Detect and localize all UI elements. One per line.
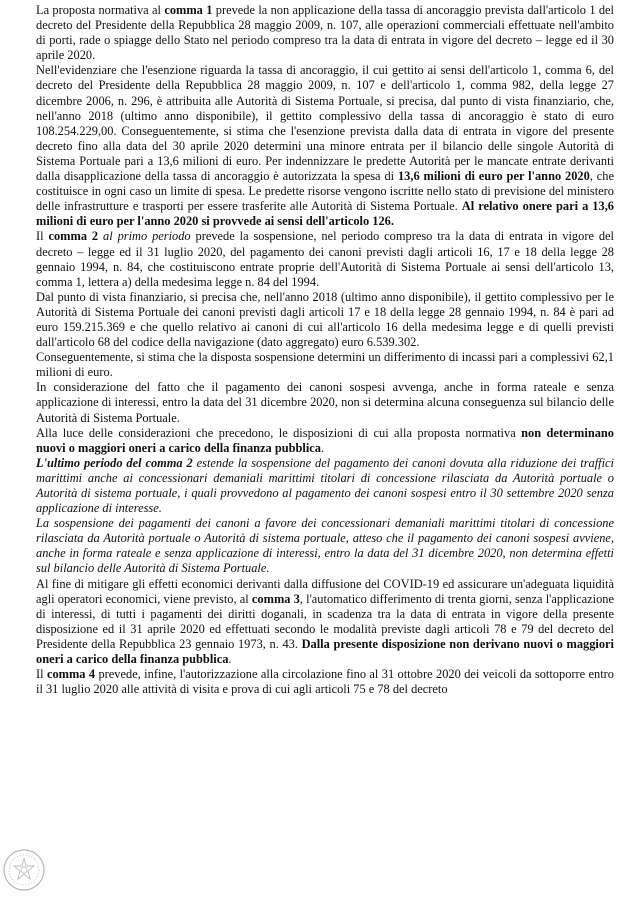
- text-run: estende la sospensione del pagamento dei canoni dovuta alla riduzione dei traffici marittimi anche ai concessionari demaniali marittimi titolari di concessione rilasciata da Autorità portuale o Autorità di sistema portuale, i quali provvedono al pagamento dei canoni sospesi entro il 30 settembre 2020 senza applicazione di interesse.: [36, 455, 614, 516]
- text-run: .: [321, 440, 325, 455]
- paragraph-9: [36, 516, 614, 576]
- paragraph-8: [36, 456, 614, 516]
- text-run: Al relativo onere pari a 13,6 milioni di euro per l'anno 2020 si provvede ai sensi dell'articolo 126.: [36, 199, 614, 229]
- text-run: non determinano nuovi o maggiori oneri a carico della finanza pubblica: [36, 425, 614, 455]
- text-run: .: [228, 652, 232, 667]
- text-run: prevede la sospensione, nel periodo compreso tra la data di entrata in vigore del decreto – legge ed il 31 luglio 2020, del pagamento dei canoni previsti dagli articoli 16, 17 e 18 della legge 28 gennaio 1994, n. 84, che costituiscono entrate proprie dell'Autorità di Sistema Portuale ai sensi dell'articolo 13, comma 1, lettera a) della medesima legge n. 84 del 1994.: [36, 229, 614, 289]
- text-run: comma 1: [164, 3, 213, 17]
- text-run: comma 3: [251, 591, 300, 606]
- text-run: , che costituisce in ogni caso un limite di spesa. Le predette risorse vengono iscritte nello stato di previsione del ministero delle infrastrutture e trasporti per essere trasferite alle Autorità di Sistema Portuale.: [36, 169, 615, 214]
- text-run: al primo periodo: [103, 229, 191, 244]
- text-run: prevede la non applicazione della tassa di ancoraggio prevista dall'articolo 1 del decreto del Presidente della Repubblica 28 maggio 2009, n. 107, alle operazioni commerciali effettuate nell'ambito di porti, rade o spiagge dello Stato nel periodo compreso tra la data di entrata in vigore del decreto – legge ed il 30 aprile 2020.: [36, 3, 615, 63]
- text-run: La sospensione dei pagamenti dei canoni a favore dei concessionari demaniali marittimi titolari di concessione rilasciata da Autorità portuale o Autorità di sistema portuale, atteso che il pagamento dei canoni sospesi avviene, anche in forma rateale e senza applicazione di interessi, entro la data del 31 dicembre 2020, non determina effetti sul bilancio delle Autorità di Sistema Portuale.: [36, 516, 614, 576]
- text-run: comma 4: [46, 667, 96, 682]
- text-run: Alla luce delle considerazioni che precedono, le disposizioni di cui alla proposta normativa: [36, 425, 522, 440]
- text-run: , l'automatico differimento di trenta giorni, senza l'applicazione di interessi, di tutti i pagamenti dei diritti doganali, in scadenza tra la data di entrata in vigore della presente disposizione ed il 31 aprile 2020 ed effettuati secondo le modalità previste dagli articoli 78 e 79 del decreto del Presidente della Repubblica 23 gennaio 1973, n. 43.: [36, 591, 615, 651]
- text-run: prevede, infine, l'autorizzazione alla circolazione fino al 31 ottobre 2020 dei veicoli da sottoporre entro il 31 luglio 2020 alle attività di visita e prova di cui agli articoli 75 e 78 del decreto: [36, 667, 614, 697]
- paragraph-10: [36, 577, 614, 668]
- document-body: [36, 3, 614, 697]
- paragraph-11: [36, 667, 614, 697]
- text-run: Conseguentemente, si stima che la disposta sospensione determini un differimento di incassi pari a complessivi 62,1 milioni di euro.: [36, 350, 614, 380]
- paragraph-3: [36, 229, 614, 289]
- paragraph-7: [36, 426, 614, 456]
- paragraph-5: [36, 350, 614, 380]
- text-run: In considerazione del fatto che il pagamento dei canoni sospesi avvenga, anche in forma rateale e senza applicazione di interessi, entro la data del 31 dicembre 2020, non si determina alcuna conseguenza sul bilancio delle Autorità di Sistema Portuale.: [36, 380, 614, 425]
- text-run: comma 2: [48, 229, 99, 244]
- text-run: Nell'evidenziare che l'esenzione riguarda la tassa di ancoraggio, il cui gettito ai sensi dell'articolo 1, comma 6, del decreto del Presidente della Repubblica 28 maggio 2009, n. 107 e dell'articolo 1, comma 982, della legge 27 dicembre 2006, n. 296, è attribuita alle Autorità di Sistema Portuale, si precisa, dal punto di vista finanziario, che, nell'anno 2018 (ultimo anno disponibile), il gettito complessivo della tassa di ancoraggio è stato di euro 108.254.229,00. Conseguentemente, si stima che l'esenzione prevista dalla data di entrata in vigore del presente decreto fino alla data del 30 aprile 2020 determini una minore entrata per il bilancio delle singole Autorità di Sistema Portuale pari a 13,6 milioni di euro. Per indennizzare le predette Autorità per le mancate entrate derivanti dalla disapplicazione della tassa di ancoraggio è autorizzata la spesa di: [36, 63, 614, 184]
- official-seal-icon: [2, 848, 46, 892]
- text-run: L'ultimo periodo del comma 2: [36, 455, 193, 470]
- text-run: La proposta normativa al: [36, 3, 165, 17]
- text-run: 13,6 milioni di euro per l'anno 2020: [397, 169, 590, 184]
- text-run: Al fine di mitigare gli effetti economici derivanti dalla diffusione del COVID-19 ed assicurare un'adeguata liquidità agli operatori economici, viene previsto, al: [36, 576, 614, 606]
- paragraph-4: [36, 290, 614, 350]
- text-run: Dalla presente disposizione non derivano nuovi o maggiori oneri a carico della finanza pubblica: [36, 636, 614, 667]
- text-run: Il: [36, 667, 47, 682]
- paragraph-6: [36, 380, 614, 425]
- paragraph-2: [36, 63, 614, 229]
- text-run: Dal punto di vista finanziario, si precisa che, nell'anno 2018 (ultimo anno disponibile), il gettito complessivo per le Autorità di Sistema Portuale dei canoni previsti dagli articoli 17 e 18 della legge 28 gennaio 1994, n. 84 è pari ad euro 159.215.369 e che quello relativo ai canoni di cui all'articolo 16 della medesima legge e di quelli previsti dall'articolo 68 del codice della navigazione (dato aggregato) euro 6.539.302.: [36, 289, 614, 350]
- text-run: Il: [36, 229, 49, 244]
- paragraph-1: [36, 3, 614, 63]
